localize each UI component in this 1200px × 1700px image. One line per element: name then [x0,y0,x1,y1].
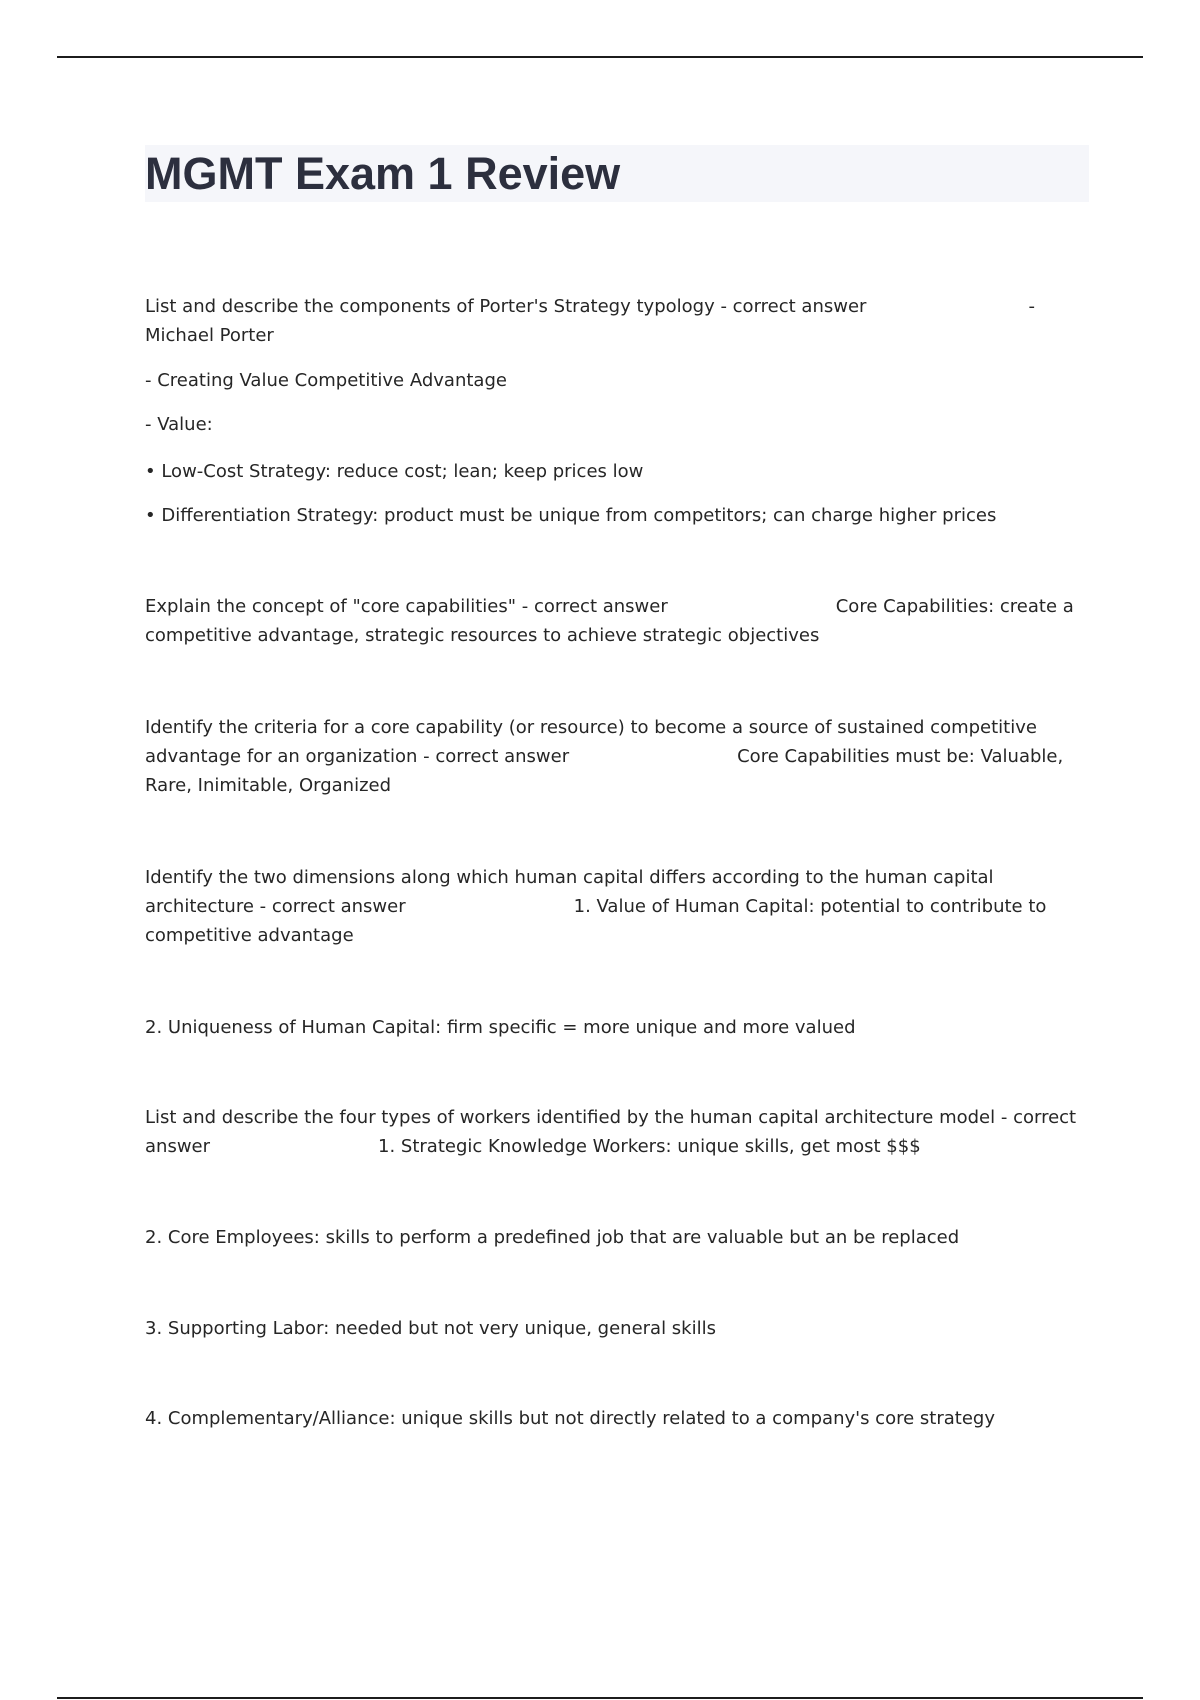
flashcard-human-capital-dimensions [145,863,1085,950]
flashcard-detail: 2. Uniqueness of Human Capital: firm specific = more unique and more valued [145,1017,856,1038]
flashcard-answer-continuation: Rare, Inimitable, Organized [145,775,392,796]
flashcard-answer: 1. Value of Human Capital: potential to contribute to [573,896,1047,917]
top-rule [57,56,1143,58]
flashcard-question: Identify the two dimensions along which human capital differs according to the human capital [145,867,994,888]
flashcard-detail: • Low-Cost Strategy: reduce cost; lean; keep prices low [145,461,644,482]
page-title: MGMT Exam 1 Review [145,148,621,199]
flashcard-detail: 2. Core Employees: skills to perform a predefined job that are valuable but an be replaced [145,1227,960,1248]
flashcard-detail: 4. Complementary/Alliance: unique skills but not directly related to a company's core strategy [145,1408,995,1429]
flashcard-criteria [145,713,1085,800]
flashcard-question: List and describe the four types of workers identified by the human capital architecture model - correct [145,1107,1077,1128]
flashcard-question: Identify the criteria for a core capability (or resource) to become a source of sustained competitive [145,717,1037,738]
flashcard-answer: Core Capabilities: create a [835,596,1074,617]
flashcard-detail: 3. Supporting Labor: needed but not very unique, general skills [145,1318,716,1339]
flashcard-detail: - Value: [145,414,213,435]
flashcard-detail: • Differentiation Strategy: product must be unique from competitors; can charge higher prices [145,505,997,526]
flashcard-answer-continuation: competitive advantage [145,925,354,946]
flashcard-question: advantage for an organization - correct answer Core Capabilities must be: Valuable, [145,746,1064,767]
flashcard-question: architecture - correct answer 1. Value of Human Capital: potential to contribute to [145,896,1047,917]
flashcard-answer-continuation: competitive advantage, strategic resources to achieve strategic objectives [145,625,820,646]
flashcard-core-capabilities [145,592,1085,650]
flashcard-question: List and describe the components of Porter's Strategy typology - correct answer - [145,292,1085,321]
flashcard-answer: Core Capabilities must be: Valuable, [737,746,1064,767]
flashcard-porter [145,292,1085,350]
bottom-rule [57,1697,1143,1699]
flashcard-detail: - Creating Value Competitive Advantage [145,370,507,391]
flashcard-answer: 1. Strategic Knowledge Workers: unique skills, get most $$$ [378,1136,921,1157]
answer-dash: - [1028,296,1035,317]
flashcard-question: answer 1. Strategic Knowledge Workers: unique skills, get most $$$ [145,1136,921,1157]
flashcard-question: Explain the concept of "core capabilities" - correct answer Core Capabilities: create a [145,596,1074,617]
flashcard-answer: Michael Porter [145,325,274,346]
flashcard-worker-types [145,1103,1085,1161]
